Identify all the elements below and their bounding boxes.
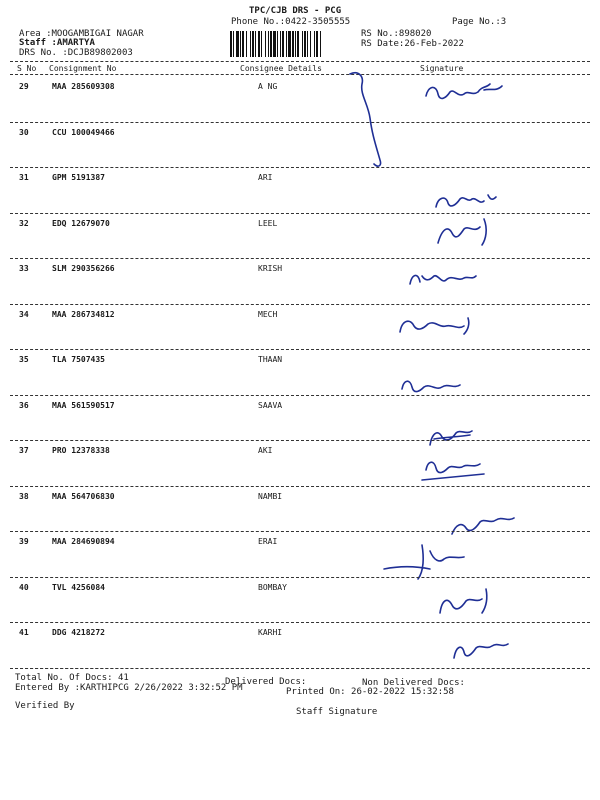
serial-number: 29 [19,82,29,91]
consignee-details: MECH [258,309,278,319]
column-header-sno: S No [17,64,37,73]
handwritten-signature [408,215,558,265]
table-row [0,128,600,173]
handwritten-signature [414,632,564,682]
divider [10,440,590,441]
table-row [0,82,600,127]
handwritten-signature [394,264,544,314]
printed-on: Printed On: 26-02-2022 15:32:58 [286,687,454,697]
serial-number: 35 [19,355,29,364]
serial-number: 40 [19,582,29,592]
divider [10,395,590,396]
table-row [0,628,600,673]
entered-by: Entered By :KARTHIPCG 2/26/2022 3:32:52 PM [15,683,243,693]
column-header-consignment: Consignment No [49,64,117,73]
divider [10,213,590,214]
serial-number: 32 [19,218,29,228]
divider [10,304,590,305]
staff-label: Staff :AMARTYA [19,38,95,48]
divider [10,486,590,487]
table-row [0,583,600,628]
rs-number: RS No.:898020 [361,29,432,39]
consignee-details: AKI [258,446,273,455]
document-title: TPC/CJB DRS - PCG [249,6,342,16]
pen-mark [340,70,390,170]
consignment-number: CCU 100049466 [52,127,115,137]
table-row [0,492,600,537]
non-delivered-docs: Non Delivered Docs: [362,678,465,688]
consignment-number: EDQ 12679070 [52,218,110,228]
divider [10,74,590,75]
phone-number: Phone No.:0422-3505555 [231,17,351,27]
column-header-signature: Signature [420,64,464,73]
serial-number: 37 [19,446,29,455]
handwritten-signature [406,78,556,128]
delivered-docs: Delivered Docs: [225,677,307,687]
handwritten-signature [388,308,538,358]
page-number: Page No.:3 [452,17,507,27]
serial-number: 33 [19,264,29,273]
divider [10,622,590,623]
area-label: Area :MOOGAMBIGAI NAGAR [19,29,144,39]
table-row [0,401,600,446]
divider [10,531,590,532]
divider [10,668,590,669]
consignment-number: GPM 5191387 [52,173,105,182]
consignee-details: KRISH [258,264,283,273]
table-row [0,173,600,218]
rs-date: RS Date:26-Feb-2022 [361,39,464,49]
table-row [0,310,600,355]
consignment-number: PRO 12378338 [52,446,110,455]
divider [10,122,590,123]
divider [10,577,590,578]
serial-number: 31 [19,173,29,182]
serial-number: 39 [19,537,29,546]
consignment-number: MAA 284690894 [52,537,115,546]
consignment-number: MAA 286734812 [52,309,115,319]
handwritten-signature [412,585,562,635]
divider [10,349,590,350]
serial-number: 36 [19,400,29,410]
serial-number: 34 [19,309,29,319]
consignee-details: LEEL [258,218,278,228]
divider [10,167,590,168]
consignment-number: DDG 4218272 [52,628,105,637]
column-header-consignee: Consignee Details [240,64,322,73]
consignee-details: ERAI [258,537,278,546]
consignee-details: THAAN [258,355,283,364]
serial-number: 38 [19,491,29,501]
consignee-details: SAAVA [258,400,283,410]
serial-number: 41 [19,628,29,637]
serial-number: 30 [19,127,29,137]
consignee-details: BOMBAY [258,582,287,592]
consignment-number: MAA 564706830 [52,491,115,501]
consignee-details: A NG [258,82,278,91]
consignment-number: SLM 290356266 [52,264,115,273]
divider [10,258,590,259]
divider [10,61,590,62]
table-row [0,264,600,309]
drs-number: DRS No. :DCJB89802003 [19,48,133,58]
table-row [0,537,600,582]
barcode-icon [229,31,352,57]
consignee-details: KARHI [258,628,283,637]
consignment-number: MAA 285609308 [52,82,115,91]
table-row [0,219,600,264]
consignment-number: MAA 561590517 [52,400,115,410]
table-row [0,355,600,400]
staff-signature: Staff Signature [296,707,378,717]
consignee-details: NAMBI [258,491,283,501]
verified-by: Verified By [15,701,75,711]
consignment-number: TVL 4256084 [52,582,105,592]
table-row [0,446,600,491]
consignee-details: ARI [258,173,273,182]
consignment-number: TLA 7507435 [52,355,105,364]
total-docs: Total No. Of Docs: 41 [15,673,129,683]
